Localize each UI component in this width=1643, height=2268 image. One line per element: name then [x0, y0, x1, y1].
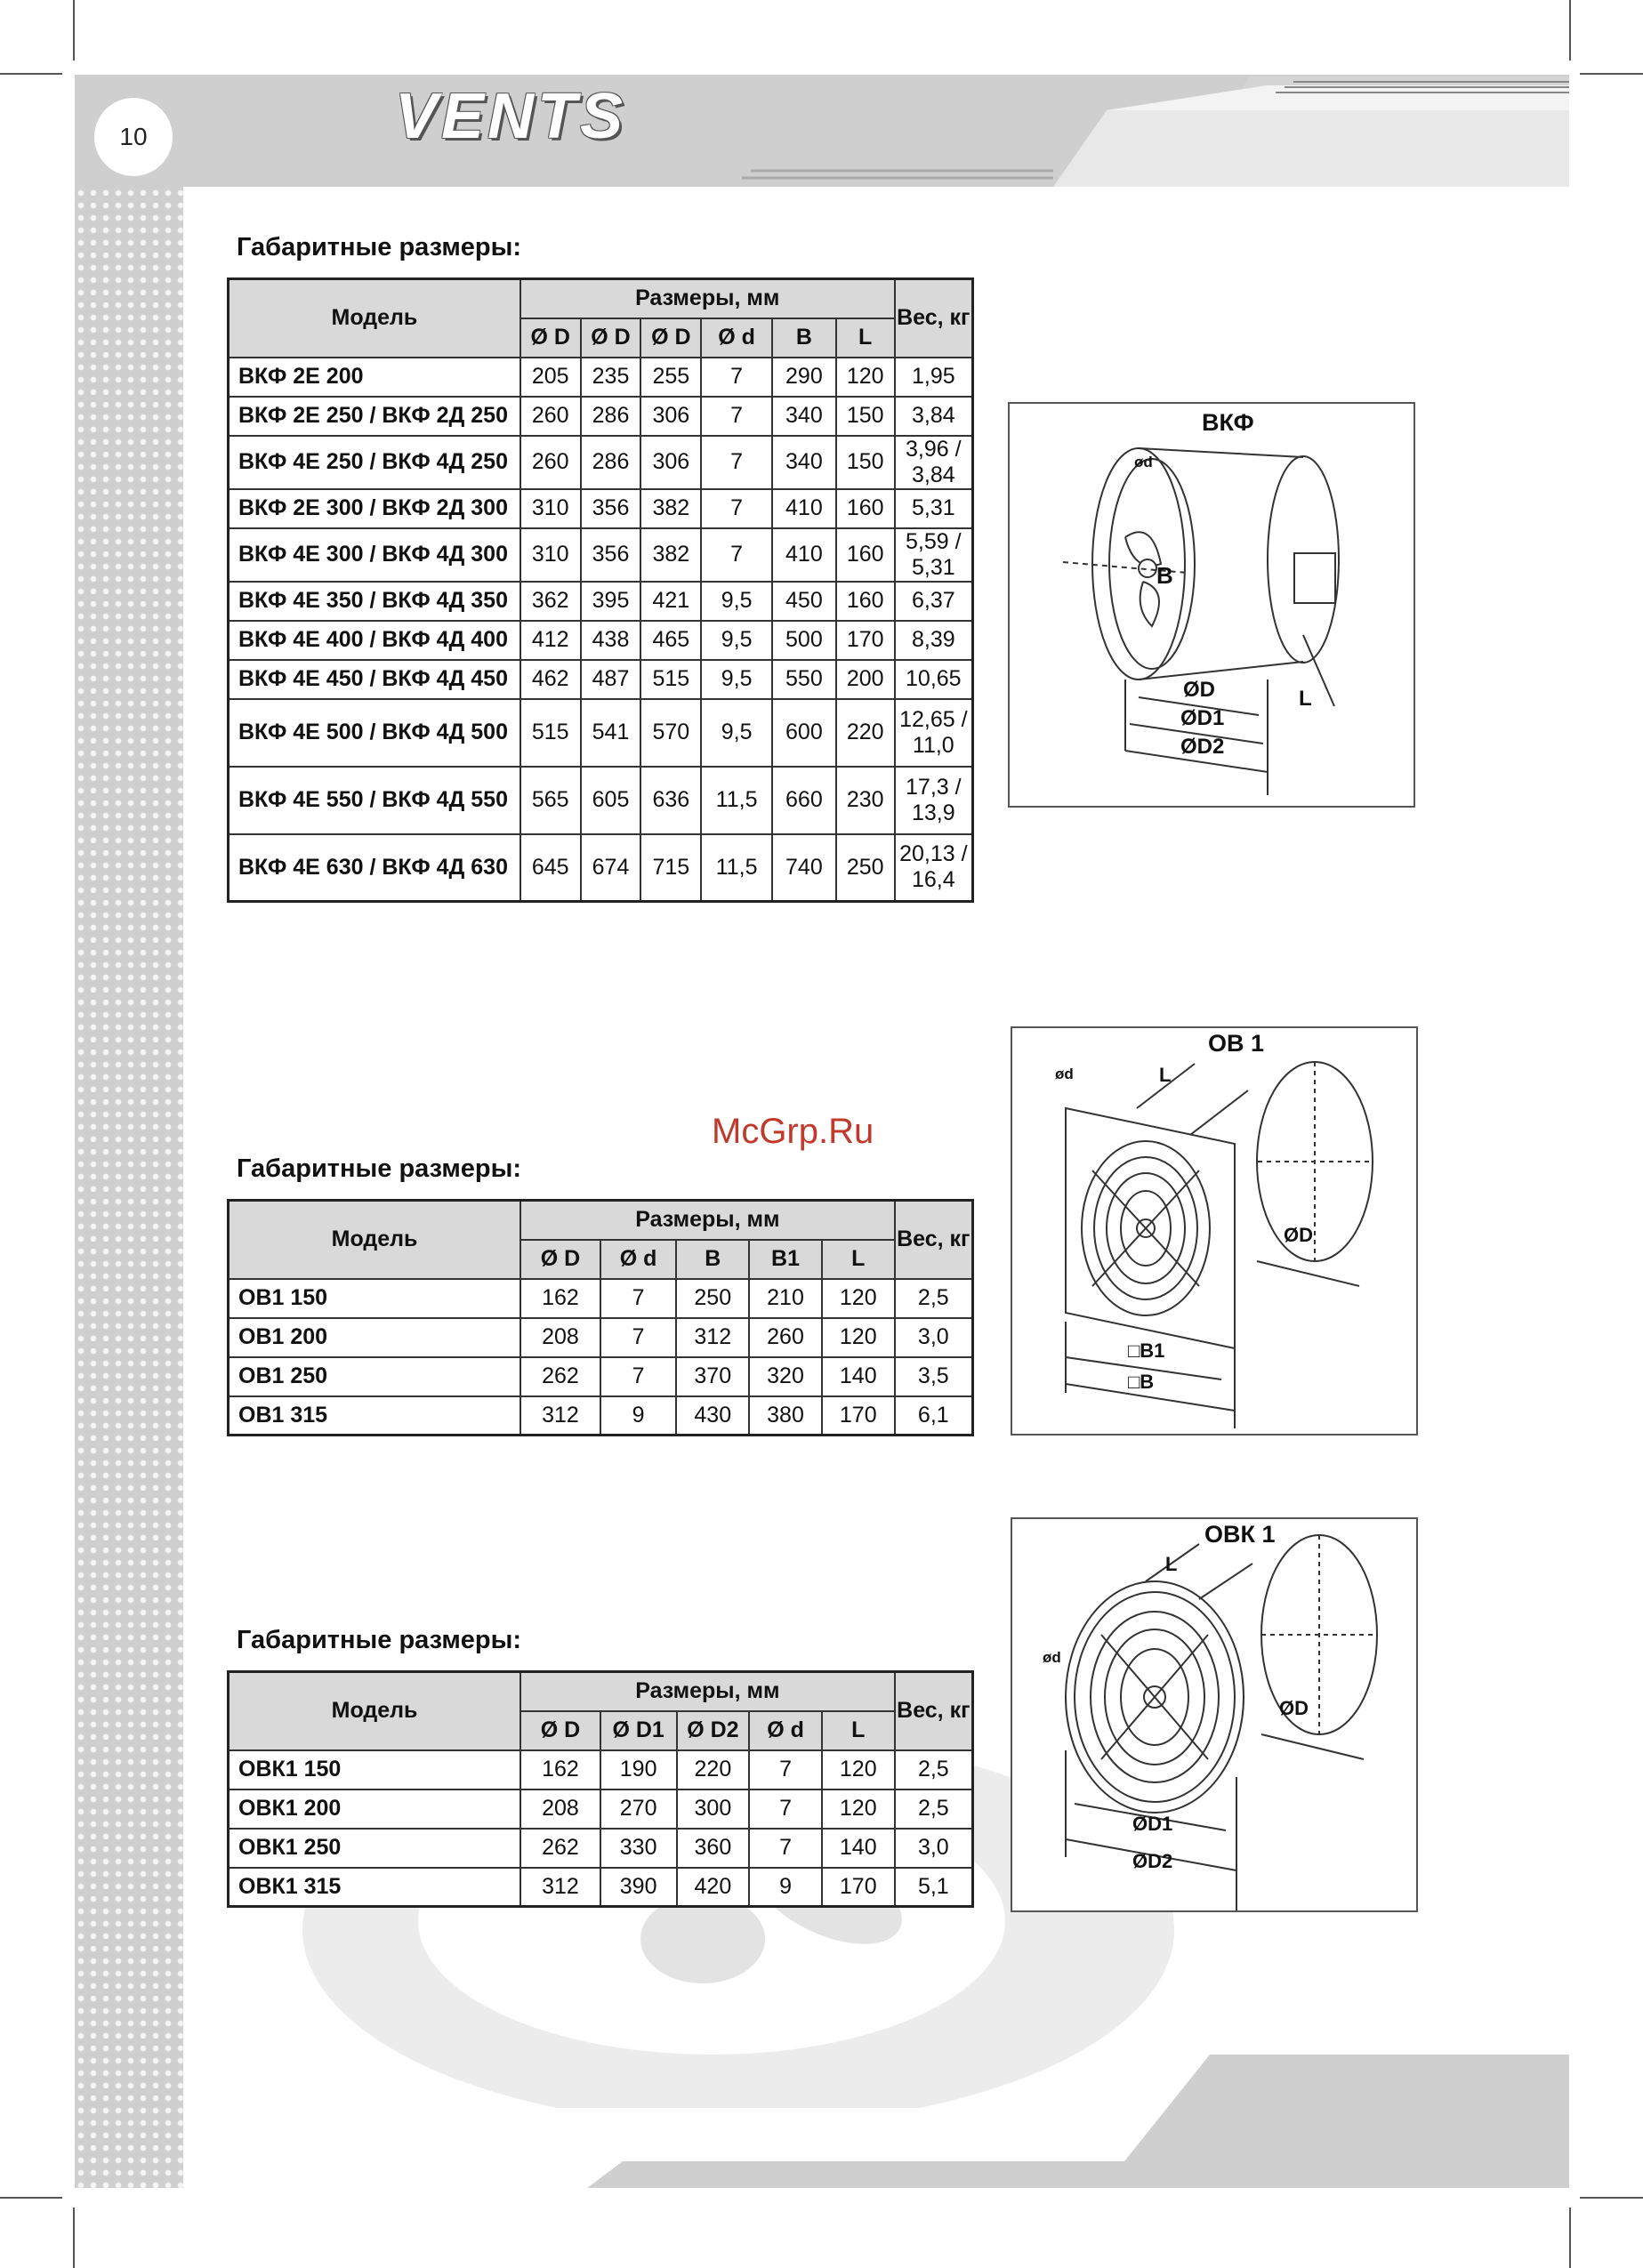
value-cell: 260	[520, 397, 581, 436]
weight-cell: 12,65 / 11,0	[895, 699, 973, 767]
value-cell: 120	[822, 1318, 895, 1357]
header-model: Модель	[229, 1672, 521, 1750]
fan-drawing-ovk1	[1012, 1519, 1416, 1910]
value-cell: 162	[520, 1279, 600, 1318]
header-dimensions: Размеры, мм	[520, 279, 895, 318]
table-row	[229, 834, 973, 902]
weight-cell: 3,84	[895, 397, 973, 436]
value-cell: 150	[836, 436, 895, 489]
model-cell: ВКФ 4Е 630 / ВКФ 4Д 630	[229, 834, 520, 902]
value-cell: 160	[836, 528, 895, 582]
model-cell: ОВК1 150	[229, 1750, 521, 1789]
value-cell: 550	[772, 660, 836, 699]
label-d: ød	[1043, 1649, 1061, 1666]
model-cell: ВКФ 2Е 300 / ВКФ 2Д 300	[229, 489, 520, 528]
value-cell: 230	[836, 767, 895, 834]
col-header: Ø D	[520, 1711, 600, 1750]
fan-drawing-ov1	[1012, 1028, 1416, 1434]
label-d: ød	[1055, 1066, 1074, 1082]
value-cell: 160	[836, 489, 895, 528]
value-cell: 120	[822, 1279, 895, 1318]
weight-cell: 2,5	[895, 1279, 973, 1318]
col-header: Ø D1	[600, 1711, 677, 1750]
model-cell: ОВК1 315	[229, 1868, 521, 1907]
header-weight: Вес, кг	[895, 1201, 973, 1279]
value-cell: 600	[772, 699, 836, 767]
model-cell: ВКФ 4Е 450 / ВКФ 4Д 450	[229, 660, 520, 699]
label-D1: ØD1	[1180, 706, 1225, 730]
table-row	[229, 489, 973, 528]
value-cell: 500	[772, 621, 836, 660]
value-cell: 515	[640, 660, 701, 699]
label-D1: ØD1	[1132, 1813, 1173, 1835]
value-cell: 7	[600, 1318, 677, 1357]
value-cell: 286	[581, 436, 641, 489]
value-cell: 170	[836, 621, 895, 660]
weight-cell: 2,5	[895, 1750, 973, 1789]
table-row	[229, 1750, 973, 1789]
weight-cell: 3,0	[895, 1318, 973, 1357]
table-row	[229, 528, 973, 582]
value-cell: 220	[677, 1750, 750, 1789]
section-title: Габаритные размеры:	[237, 233, 522, 261]
value-cell: 7	[701, 436, 772, 489]
value-cell: 260	[749, 1318, 822, 1357]
model-cell: ВКФ 2Е 200	[229, 358, 520, 397]
value-cell: 465	[640, 621, 701, 660]
dimensions-table-vkf	[227, 277, 974, 903]
value-cell: 421	[640, 582, 701, 621]
value-cell: 515	[520, 699, 581, 767]
dimensions-table-ovk1	[227, 1670, 974, 1908]
col-header: Ø D2	[677, 1711, 750, 1750]
table-row	[229, 436, 973, 489]
col-header: Ø d	[600, 1240, 677, 1279]
value-cell: 7	[749, 1750, 822, 1789]
model-cell: ОВК1 250	[229, 1829, 521, 1868]
col-header: B1	[749, 1240, 822, 1279]
value-cell: 330	[600, 1829, 677, 1868]
value-cell: 7	[701, 489, 772, 528]
label-D2: ØD2	[1180, 735, 1225, 759]
label-L: L	[1165, 1553, 1178, 1575]
label-B1: □B1	[1128, 1339, 1165, 1362]
value-cell: 674	[581, 834, 641, 902]
value-cell: 362	[520, 582, 581, 621]
value-cell: 9,5	[701, 582, 772, 621]
value-cell: 410	[772, 489, 836, 528]
value-cell: 390	[600, 1868, 677, 1907]
section-title: Габаритные размеры:	[237, 1626, 522, 1654]
value-cell: 660	[772, 767, 836, 834]
col-header: Ø d	[749, 1711, 822, 1750]
value-cell: 380	[749, 1396, 822, 1436]
value-cell: 9	[600, 1396, 677, 1436]
value-cell: 541	[581, 699, 641, 767]
side-band	[75, 187, 183, 2188]
model-cell: ВКФ 4Е 350 / ВКФ 4Д 350	[229, 582, 520, 621]
value-cell: 7	[701, 528, 772, 582]
table-row	[229, 1318, 973, 1357]
value-cell: 9,5	[701, 660, 772, 699]
diagram-ovk1	[1011, 1517, 1418, 1912]
col-header: B	[676, 1240, 749, 1279]
table-row	[229, 397, 973, 436]
table-row	[229, 1868, 973, 1907]
label-b: B	[1156, 562, 1173, 589]
value-cell: 7	[701, 397, 772, 436]
label-L: L	[1299, 687, 1312, 711]
diagram-title: ОВ 1	[1208, 1030, 1265, 1057]
value-cell: 300	[677, 1789, 750, 1829]
value-cell: 170	[822, 1868, 895, 1907]
value-cell: 306	[640, 397, 701, 436]
brand-logo: VENTS	[395, 81, 627, 152]
model-cell: ВКФ 4Е 500 / ВКФ 4Д 500	[229, 699, 520, 767]
model-cell: ВКФ 4Е 300 / ВКФ 4Д 300	[229, 528, 520, 582]
header-model: Модель	[229, 279, 520, 358]
weight-cell: 5,31	[895, 489, 973, 528]
value-cell: 262	[520, 1357, 600, 1396]
value-cell: 410	[772, 528, 836, 582]
col-header: Ø D	[581, 318, 641, 358]
weight-cell: 3,0	[895, 1829, 973, 1868]
col-header: B	[772, 318, 836, 358]
value-cell: 255	[640, 358, 701, 397]
label-B: □B	[1128, 1371, 1155, 1393]
table-row	[229, 699, 973, 767]
value-cell: 220	[836, 699, 895, 767]
diagram-title: ВКФ	[1202, 409, 1254, 436]
diagram-vkf	[1008, 402, 1415, 808]
value-cell: 9,5	[701, 621, 772, 660]
page-number: 10	[94, 98, 173, 176]
value-cell: 312	[520, 1868, 600, 1907]
table-row	[229, 1396, 973, 1436]
value-cell: 250	[836, 834, 895, 902]
model-cell: ОВ1 315	[229, 1396, 521, 1436]
header-model: Модель	[229, 1201, 521, 1279]
value-cell: 430	[676, 1396, 749, 1436]
value-cell: 382	[640, 528, 701, 582]
value-cell: 7	[749, 1829, 822, 1868]
value-cell: 715	[640, 834, 701, 902]
value-cell: 310	[520, 528, 581, 582]
value-cell: 11,5	[701, 834, 772, 902]
header-weight: Вес, кг	[895, 1672, 973, 1750]
table-row	[229, 621, 973, 660]
weight-cell: 3,96 / 3,84	[895, 436, 973, 489]
value-cell: 120	[822, 1789, 895, 1829]
dimensions-table-ov1	[227, 1199, 974, 1436]
value-cell: 320	[749, 1357, 822, 1396]
label-D2: ØD2	[1132, 1850, 1173, 1872]
value-cell: 356	[581, 489, 641, 528]
value-cell: 382	[640, 489, 701, 528]
value-cell: 210	[749, 1279, 822, 1318]
value-cell: 340	[772, 436, 836, 489]
value-cell: 150	[836, 397, 895, 436]
weight-cell: 2,5	[895, 1789, 973, 1829]
model-cell: ВКФ 4Е 250 / ВКФ 4Д 250	[229, 436, 520, 489]
value-cell: 438	[581, 621, 641, 660]
value-cell: 270	[600, 1789, 677, 1829]
value-cell: 205	[520, 358, 581, 397]
value-cell: 140	[822, 1829, 895, 1868]
value-cell: 260	[520, 436, 581, 489]
model-cell: ОВК1 200	[229, 1789, 521, 1829]
value-cell: 740	[772, 834, 836, 902]
table-row	[229, 1829, 973, 1868]
value-cell: 11,5	[701, 767, 772, 834]
value-cell: 250	[676, 1279, 749, 1318]
value-cell: 312	[676, 1318, 749, 1357]
value-cell: 570	[640, 699, 701, 767]
value-cell: 395	[581, 582, 641, 621]
value-cell: 170	[822, 1396, 895, 1436]
model-cell: ОВ1 200	[229, 1318, 521, 1357]
col-header: L	[836, 318, 895, 358]
value-cell: 7	[600, 1357, 677, 1396]
label-D: ØD	[1183, 678, 1215, 702]
value-cell: 162	[520, 1750, 600, 1789]
value-cell: 7	[749, 1789, 822, 1829]
diagram-ov1	[1011, 1026, 1418, 1436]
model-cell: ВКФ 4Е 400 / ВКФ 4Д 400	[229, 621, 520, 660]
weight-cell: 17,3 / 13,9	[895, 767, 973, 834]
value-cell: 340	[772, 397, 836, 436]
value-cell: 7	[701, 358, 772, 397]
weight-cell: 10,65	[895, 660, 973, 699]
weight-cell: 1,95	[895, 358, 973, 397]
table-row	[229, 1789, 973, 1829]
weight-cell: 6,37	[895, 582, 973, 621]
model-cell: ОВ1 150	[229, 1279, 521, 1318]
weight-cell: 3,5	[895, 1357, 973, 1396]
table-row	[229, 358, 973, 397]
value-cell: 420	[677, 1868, 750, 1907]
table-row	[229, 582, 973, 621]
diagram-title: ОВК 1	[1204, 1521, 1276, 1548]
value-cell: 450	[772, 582, 836, 621]
header-weight: Вес, кг	[895, 279, 973, 358]
table-row	[229, 767, 973, 834]
col-header: L	[822, 1711, 895, 1750]
weight-cell: 5,59 / 5,31	[895, 528, 973, 582]
value-cell: 290	[772, 358, 836, 397]
value-cell: 306	[640, 436, 701, 489]
col-header: Ø D	[640, 318, 701, 358]
value-cell: 9,5	[701, 699, 772, 767]
value-cell: 636	[640, 767, 701, 834]
value-cell: 462	[520, 660, 581, 699]
col-header: Ø d	[701, 318, 772, 358]
value-cell: 356	[581, 528, 641, 582]
value-cell: 645	[520, 834, 581, 902]
label-D: ØD	[1284, 1224, 1313, 1246]
value-cell: 286	[581, 397, 641, 436]
label-D: ØD	[1279, 1697, 1309, 1719]
weight-cell: 5,1	[895, 1868, 973, 1907]
watermark: McGrp.Ru	[712, 1112, 874, 1151]
table-row	[229, 1279, 973, 1318]
model-cell: ОВ1 250	[229, 1357, 521, 1396]
value-cell: 120	[822, 1750, 895, 1789]
table-row	[229, 1357, 973, 1396]
label-d: ød	[1134, 454, 1153, 470]
value-cell: 235	[581, 358, 641, 397]
value-cell: 412	[520, 621, 581, 660]
value-cell: 360	[677, 1829, 750, 1868]
value-cell: 262	[520, 1829, 600, 1868]
value-cell: 310	[520, 489, 581, 528]
value-cell: 370	[676, 1357, 749, 1396]
col-header: Ø D	[520, 318, 581, 358]
col-header: L	[822, 1240, 895, 1279]
section-title: Габаритные размеры:	[237, 1154, 522, 1183]
value-cell: 7	[600, 1279, 677, 1318]
model-cell: ВКФ 4Е 550 / ВКФ 4Д 550	[229, 767, 520, 834]
value-cell: 208	[520, 1789, 600, 1829]
weight-cell: 6,1	[895, 1396, 973, 1436]
value-cell: 565	[520, 767, 581, 834]
value-cell: 487	[581, 660, 641, 699]
model-cell: ВКФ 2Е 250 / ВКФ 2Д 250	[229, 397, 520, 436]
weight-cell: 8,39	[895, 621, 973, 660]
value-cell: 120	[836, 358, 895, 397]
value-cell: 200	[836, 660, 895, 699]
value-cell: 160	[836, 582, 895, 621]
value-cell: 140	[822, 1357, 895, 1396]
weight-cell: 20,13 / 16,4	[895, 834, 973, 902]
col-header: Ø D	[520, 1240, 600, 1279]
table-row	[229, 660, 973, 699]
value-cell: 605	[581, 767, 641, 834]
value-cell: 312	[520, 1396, 600, 1436]
label-L: L	[1159, 1064, 1172, 1086]
header-dimensions: Размеры, мм	[520, 1672, 895, 1711]
value-cell: 208	[520, 1318, 600, 1357]
value-cell: 9	[749, 1868, 822, 1907]
value-cell: 190	[600, 1750, 677, 1789]
header-decoration	[75, 75, 1569, 190]
header-dimensions: Размеры, мм	[520, 1201, 895, 1240]
